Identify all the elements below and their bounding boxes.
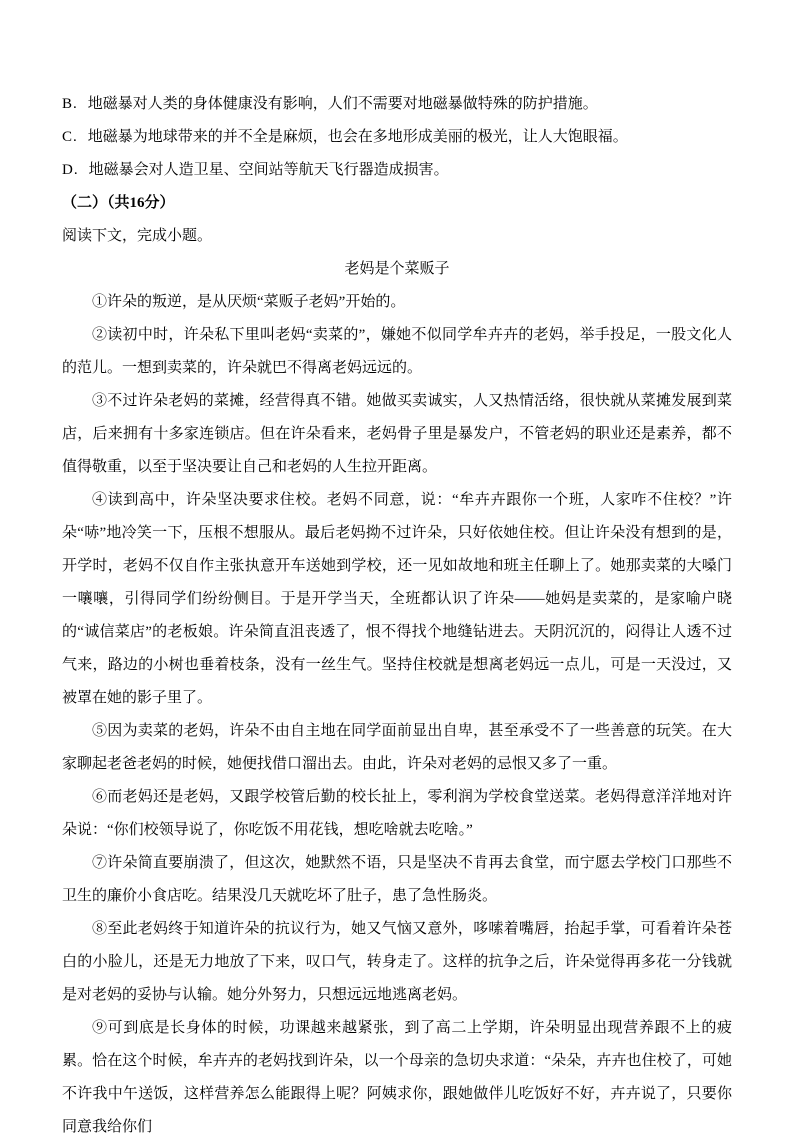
article-paragraph-4: ④读到高中，许朵坚决要求住校。老妈不同意，说：“牟卉卉跟你一个班，人家咋不住校？”许朵“哧”地冷笑一下，压根不想服从。最后老妈拗不过许朵，只好依她住校。但让许朵没有想到的是，开学时，老妈不仅自作主张执意开车送她到学校，还一见如故地和班主任聊上了。她那卖菜的大嗓门一嚷嚷，引得同学们纷纷侧目。于是开学当天，全班都认识了许朵——她妈是卖菜的，是家喻户晓的“诚信菜店”的老板娘。许朵简直沮丧透了，恨不得找个地缝钻进去。天阴沉沉的，闷得让人透不过气来，路边的小树也垂着枝条，没有一丝生气。坚持住校就是想离老妈远一点儿，可是一天没过，又被罩在她的影子里了。	[62, 492, 732, 706]
choice-option-d	[62, 154, 732, 187]
choice-option-b	[62, 88, 732, 121]
article-paragraph-8: ⑧至此老妈终于知道许朵的抗议行为，她又气恼又意外，哆嗦着嘴唇，抬起手掌，可看着许朵苍白的小脸儿，还是无力地放了下来，叹口气，转身走了。这样的抗争之后，许朵觉得再多花一分钱就是对老妈的妥协与认输。她分外努力，只想远远地逃离老妈。	[62, 921, 732, 1003]
option-text-d: 地磁暴会对人造卫星、空间站等航天飞行器造成损害。	[88, 162, 449, 178]
article-paragraph-1: ①许朵的叛逆，是从厌烦“菜贩子老妈”开始的。	[92, 294, 406, 310]
article-paragraph-6: ⑥而老妈还是老妈，又跟学校管后勤的校长扯上，零利润为学校食堂送菜。老妈得意洋洋地对许朵说：“你们校领导说了，你吃饭不用花钱，想吃啥就去吃啥。”	[62, 789, 732, 838]
option-text-c: 地磁暴为地球带来的并不全是麻烦，也会在多地形成美丽的极光，让人大饱眼福。	[87, 129, 628, 145]
option-letter-c: C.	[62, 129, 78, 145]
option-letter-d: D.	[62, 162, 79, 178]
article-paragraph-5: ⑤因为卖菜的老妈，许朵不由自主地在同学面前显出自卑，甚至承受不了一些善意的玩笑。在大家聊起老爸老妈的时候，她便找借口溜出去。由此，许朵对老妈的忌恨又多了一重。	[62, 723, 732, 772]
option-letter-b: B.	[62, 96, 78, 112]
article-paragraph-2: ②读初中时，许朵私下里叫老妈“卖菜的”，嫌她不似同学牟卉卉的老妈，举手投足，一股文化人的范儿。一想到卖菜的，许朵就巴不得离老妈远远的。	[62, 327, 732, 376]
article-title: 老妈是个菜贩子	[344, 261, 450, 277]
choice-option-c	[62, 121, 732, 154]
option-text-b: 地磁暴对人类的身体健康没有影响，人们不需要对地磁暴做特殊的防护措施。	[87, 96, 598, 112]
article-paragraph-3: ③不过许朵老妈的菜摊，经营得真不错。她做买卖诚实，人又热情活络，很快就从菜摊发展到菜店，后来拥有十多家连锁店。但在许朵看来，老妈骨子里是暴发户，不管老妈的职业还是素养，都不值得敬重，以至于坚决要让自己和老妈的人生拉开距离。	[62, 393, 732, 475]
reading-instruction: 阅读下文，完成小题。	[62, 228, 213, 244]
article-paragraph-9: ⑨可到底是长身体的时候，功课越来越紧张，到了高二上学期，许朵明显出现营养跟不上的疲累。恰在这个时候，牟卉卉的老妈找到许朵，以一个母亲的急切央求道：“朵朵，卉卉也住校了，可她不许我中午送饭，这样营养怎么能跟得上呢？阿姨求你，跟她做伴儿吃饭好不好，卉卉说了，只要你同意我给你们	[62, 1020, 732, 1135]
article-paragraph-7: ⑦许朵简直要崩溃了，但这次，她默然不语，只是坚决不肯再去食堂，而宁愿去学校门口那些不卫生的廉价小食店吃。结果没几天就吃坏了肚子，患了急性肠炎。	[62, 855, 732, 904]
section-heading: （二）（共16分）	[62, 195, 175, 211]
